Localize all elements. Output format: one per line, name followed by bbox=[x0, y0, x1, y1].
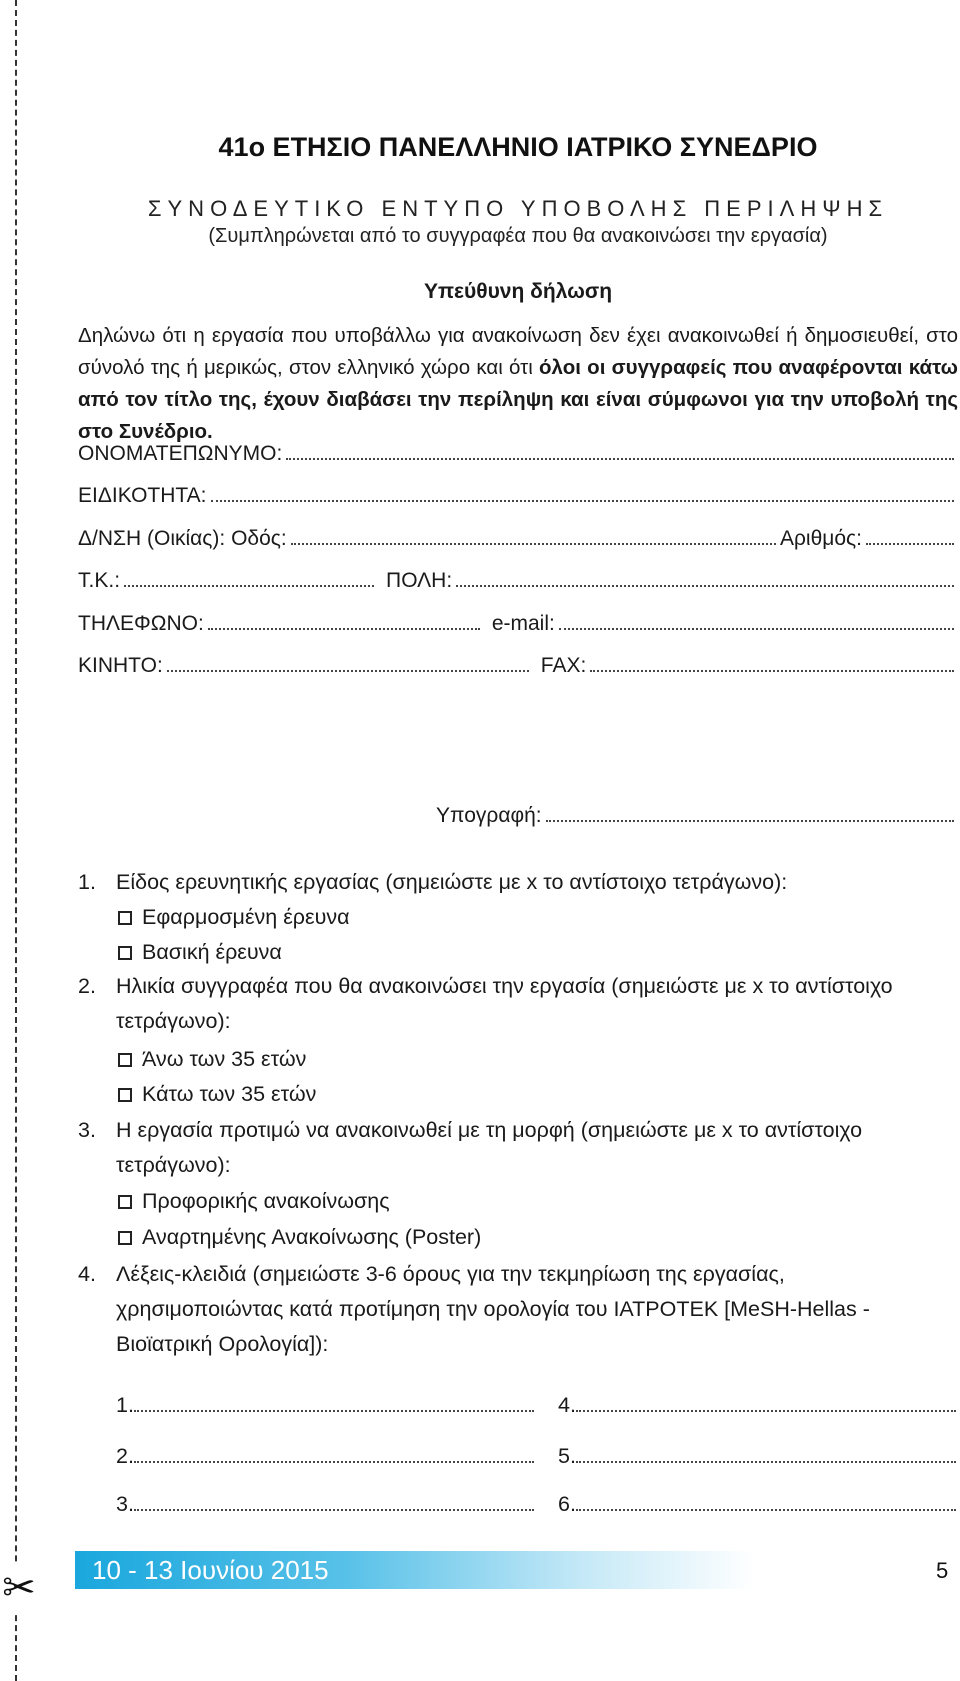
option-poster[interactable] bbox=[118, 1220, 481, 1255]
email-label: e-mail: bbox=[491, 612, 555, 635]
mobile-label: ΚΙΝΗΤΟ: bbox=[78, 654, 163, 677]
declaration-text bbox=[78, 320, 958, 448]
question-number: 4. bbox=[78, 1262, 96, 1286]
question-text: Η εργασία προτιμώ να ανακοινωθεί με τη μορφή (σημειώστε με x το αντίστοιχο τετράγωνο): bbox=[116, 1118, 863, 1177]
option-basic-research[interactable] bbox=[118, 935, 282, 970]
keyword-1[interactable] bbox=[116, 1390, 534, 1420]
keyword-number: 4. bbox=[558, 1393, 576, 1417]
phone-email-field[interactable] bbox=[78, 606, 958, 640]
page-number: 5 bbox=[936, 1558, 949, 1583]
signature-label: Υπογραφή: bbox=[436, 804, 542, 827]
checkbox[interactable] bbox=[118, 911, 132, 925]
specialty-line[interactable] bbox=[211, 478, 954, 502]
checkbox[interactable] bbox=[118, 1053, 132, 1067]
keyword-6[interactable] bbox=[558, 1489, 956, 1519]
keyword-number: 5. bbox=[558, 1444, 576, 1468]
keyword-line[interactable] bbox=[576, 1489, 956, 1511]
question-number: 3. bbox=[78, 1118, 96, 1142]
keyword-line[interactable] bbox=[576, 1390, 956, 1412]
city-line[interactable] bbox=[456, 563, 954, 587]
email-line[interactable] bbox=[559, 606, 954, 630]
option-label: Προφορικής ανακοίνωσης bbox=[142, 1189, 390, 1213]
checkbox[interactable] bbox=[118, 946, 132, 960]
address-line[interactable] bbox=[291, 521, 776, 545]
option-oral[interactable] bbox=[118, 1184, 390, 1219]
mobile-fax-field[interactable] bbox=[78, 648, 958, 682]
checkbox[interactable] bbox=[118, 1195, 132, 1209]
mobile-line[interactable] bbox=[167, 648, 529, 672]
fax-label: FAX: bbox=[540, 654, 587, 677]
question-number: 2. bbox=[78, 974, 96, 998]
declaration-plain: Δηλώνω ότι η εργασία που υποβάλλω για ανακοίνωση δεν έχει ανακοινωθεί ή δημοσιευθεί, στο σύνολό της ή μερικώς, στον ελληνικό χώρο και ότι bbox=[78, 324, 958, 379]
number-label: Αριθμός: bbox=[779, 527, 862, 550]
footer-date: 10 - 13 Ιουνίου 2015 bbox=[92, 1555, 329, 1585]
checkbox[interactable] bbox=[118, 1231, 132, 1245]
name-field[interactable] bbox=[78, 436, 958, 470]
phone-line[interactable] bbox=[208, 606, 480, 630]
name-line[interactable] bbox=[286, 436, 954, 460]
question-text: Ηλικία συγγραφέα που θα ανακοινώσει την εργασία (σημειώστε με x το αντίστοιχο τετράγωνο): bbox=[116, 974, 893, 1033]
keyword-number: 6. bbox=[558, 1492, 576, 1516]
keyword-4[interactable] bbox=[558, 1390, 956, 1420]
keyword-2[interactable] bbox=[116, 1441, 534, 1471]
keyword-line[interactable] bbox=[576, 1441, 956, 1463]
specialty-field[interactable] bbox=[78, 478, 958, 512]
phone-label: ΤΗΛΕΦΩΝΟ: bbox=[78, 612, 204, 635]
question-number: 1. bbox=[78, 870, 96, 894]
keyword-line[interactable] bbox=[134, 1441, 534, 1463]
address-label: Δ/ΝΣΗ (Οικίας): Οδός: bbox=[78, 527, 287, 550]
fax-line[interactable] bbox=[590, 648, 954, 672]
option-label: Αναρτημένης Ανακοίνωσης (Poster) bbox=[142, 1225, 482, 1249]
keyword-line[interactable] bbox=[134, 1489, 534, 1511]
question-2 bbox=[78, 969, 958, 1041]
address-field[interactable] bbox=[78, 521, 958, 555]
option-applied-research[interactable] bbox=[118, 900, 350, 935]
signature-field[interactable] bbox=[436, 798, 958, 832]
option-label: Κάτω των 35 ετών bbox=[142, 1082, 317, 1106]
page-title: 41ο ΕΤΗΣΙΟ ΠΑΝΕΛΛΗΝΙΟ ΙΑΤΡΙΚΟ ΣΥΝΕΔΡΙΟ bbox=[218, 132, 818, 162]
checkbox[interactable] bbox=[118, 1088, 132, 1102]
form-subtitle: ΣΥΝΟΔΕΥΤΙΚΟ ΕΝΤΥΠΟ ΥΠΟΒΟΛΗΣ ΠΕΡΙΛΗΨΗΣ bbox=[147, 196, 889, 221]
keyword-number: 2. bbox=[116, 1444, 134, 1468]
option-under-35[interactable] bbox=[118, 1077, 316, 1112]
postcode-line[interactable] bbox=[124, 563, 374, 587]
question-text: Λέξεις-κλειδιά (σημειώστε 3-6 όρους για την τεκμηρίωση της εργασίας, χρησιμοποιώντας κατά προτίμηση την ορολογία του ΙΑΤΡΟΤΕΚ [MeSH-Hellas - Βιοϊατρική Ορολογία]): bbox=[116, 1262, 870, 1356]
specialty-label: ΕΙΔΙΚΟΤΗΤΑ: bbox=[78, 484, 207, 507]
question-text: Είδος ερευνητικής εργασίας (σημειώστε με x το αντίστοιχο τετράγωνο): bbox=[116, 870, 788, 894]
declaration-bold: όλοι οι συγγραφείς που αναφέρονται κάτω από τον τίτλο της, έχουν διαβάσει την περίληψη και είναι σύμφωνοι για την υποβολή της στο Συνέδριο. bbox=[78, 356, 958, 443]
keyword-3[interactable] bbox=[116, 1489, 534, 1519]
signature-line[interactable] bbox=[546, 798, 954, 822]
option-label: Βασική έρευνα bbox=[142, 940, 282, 964]
postcode-city-field[interactable] bbox=[78, 563, 958, 597]
number-line[interactable] bbox=[866, 521, 954, 545]
option-label: Εφαρμοσμένη έρευνα bbox=[142, 905, 350, 929]
keyword-number: 3. bbox=[116, 1492, 134, 1516]
keyword-number: 1. bbox=[116, 1393, 134, 1417]
declaration-heading: Υπεύθυνη δήλωση bbox=[423, 280, 613, 303]
form-note: (Συμπληρώνεται από το συγγραφέα που θα ανακοινώσει την εργασία) bbox=[208, 225, 828, 247]
city-label: ΠΟΛΗ: bbox=[386, 569, 453, 592]
option-over-35[interactable] bbox=[118, 1042, 306, 1077]
cut-line bbox=[15, 0, 17, 1681]
option-label: Άνω των 35 ετών bbox=[142, 1047, 307, 1071]
scissors-icon: ✂ bbox=[2, 1563, 36, 1613]
keyword-5[interactable] bbox=[558, 1441, 956, 1471]
name-label: ΟΝΟΜΑΤΕΠΩΝΥΜΟ: bbox=[78, 442, 283, 465]
keyword-line[interactable] bbox=[134, 1390, 534, 1412]
postcode-label: Τ.Κ.: bbox=[78, 569, 121, 592]
